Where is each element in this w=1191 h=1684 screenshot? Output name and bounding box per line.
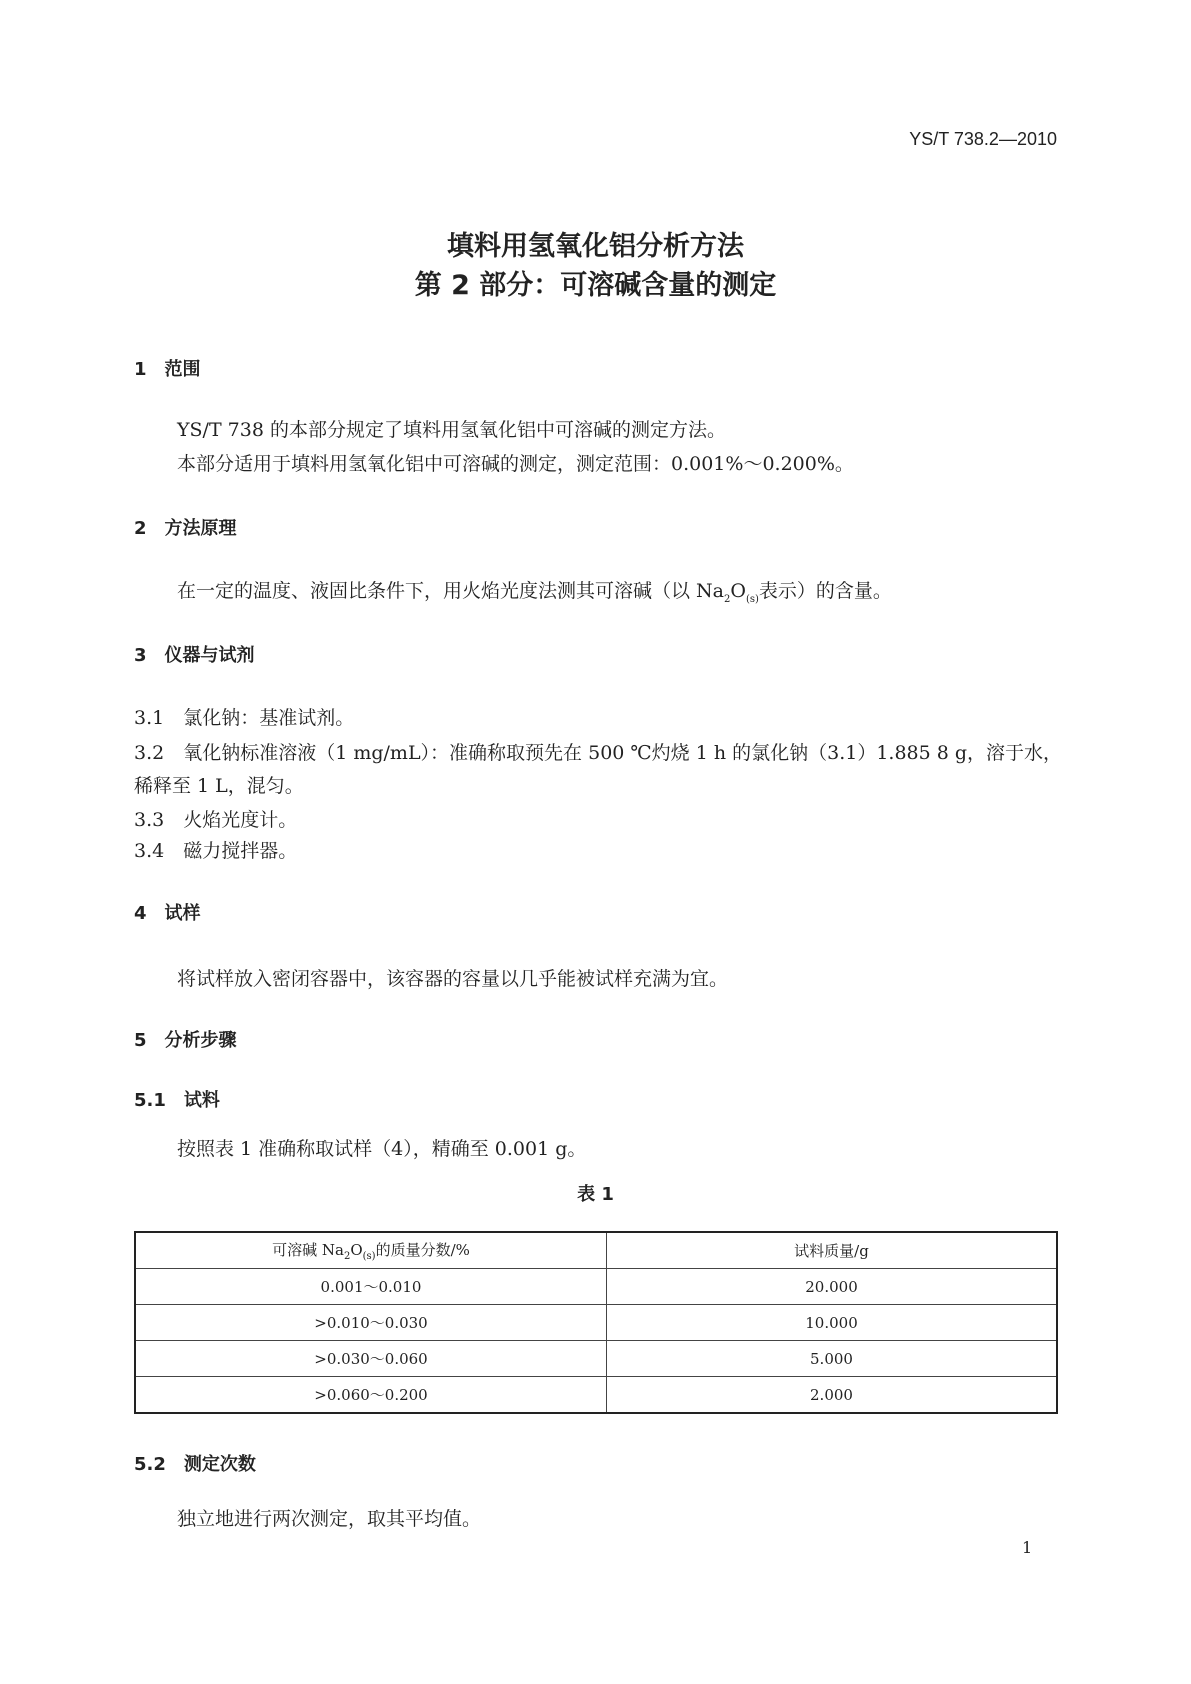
list-item-continuation: 稀释至 1 L，混匀。 xyxy=(134,775,304,797)
paragraph: 将试样放入密闭容器中，该容器的容量以几乎能被试样充满为宜。 xyxy=(177,968,729,990)
section-heading: 3 仪器与试剂 xyxy=(134,645,255,666)
header-cell: 试料质量/g xyxy=(607,1232,1058,1269)
document-subtitle: 第 2 部分：可溶碱含量的测定 xyxy=(414,270,777,301)
list-item: 3.1 氯化钠：基准试剂。 xyxy=(134,707,355,729)
table-row xyxy=(135,1269,1057,1305)
page-number: 1 xyxy=(1022,1538,1033,1557)
paragraph: 按照表 1 准确称取试样（4），精确至 0.001 g。 xyxy=(177,1138,587,1160)
table-cell: 10.000 xyxy=(607,1305,1058,1341)
paragraph: 本部分适用于填料用氢氧化铝中可溶碱的测定，测定范围：0.001%～0.200%。 xyxy=(177,453,854,475)
header-cell: 可溶碱 $Na_2O_{(s)}$的质量分数/% xyxy=(135,1232,607,1269)
section-heading: 4 试样 xyxy=(134,903,201,924)
table-header-row xyxy=(135,1232,1057,1269)
section-heading: 1 范围 xyxy=(134,359,201,380)
table-cell: 5.000 xyxy=(607,1341,1058,1377)
subsection-heading: 5.2 测定次数 xyxy=(134,1454,256,1475)
table-row xyxy=(135,1377,1057,1414)
table-cell: 0.001～0.010 xyxy=(135,1269,607,1305)
list-item: 3.3 火焰光度计。 xyxy=(134,809,298,831)
list-item: 3.4 磁力搅拌器。 xyxy=(134,840,298,862)
table-cell: 20.000 xyxy=(607,1269,1058,1305)
table-row xyxy=(135,1305,1057,1341)
paragraph: 独立地进行两次测定，取其平均值。 xyxy=(177,1508,482,1530)
table-row xyxy=(135,1341,1057,1377)
standard-number: YS/T 738.2—2010 xyxy=(909,129,1057,149)
section-heading: 2 方法原理 xyxy=(134,518,237,539)
table-cell: >0.030～0.060 xyxy=(135,1341,607,1377)
subsection-heading: 5.1 试料 xyxy=(134,1090,220,1111)
section-heading: 5 分析步骤 xyxy=(134,1030,237,1051)
sample-mass-table xyxy=(134,1231,1058,1414)
document-title: 填料用氢氧化铝分析方法 xyxy=(447,231,744,262)
table-cell: 2.000 xyxy=(607,1377,1058,1414)
table-cell: >0.060～0.200 xyxy=(135,1377,607,1414)
paragraph: YS/T 738 的本部分规定了填料用氢氧化铝中可溶碱的测定方法。 xyxy=(177,419,726,441)
paragraph: 在一定的温度、液固比条件下，用火焰光度法测其可溶碱（以 $Na_2O_{(s)}$表示）的含量。 xyxy=(177,580,892,605)
list-item: 3.2 氧化钠标准溶液（1 mg/mL）：准确称取预先在 500 ℃灼烧 1 h 的氯化钠（3.1）1.885 8 g，溶于水， xyxy=(134,742,1063,764)
table-caption: 表 1 xyxy=(577,1184,614,1205)
table-cell: >0.010～0.030 xyxy=(135,1305,607,1341)
